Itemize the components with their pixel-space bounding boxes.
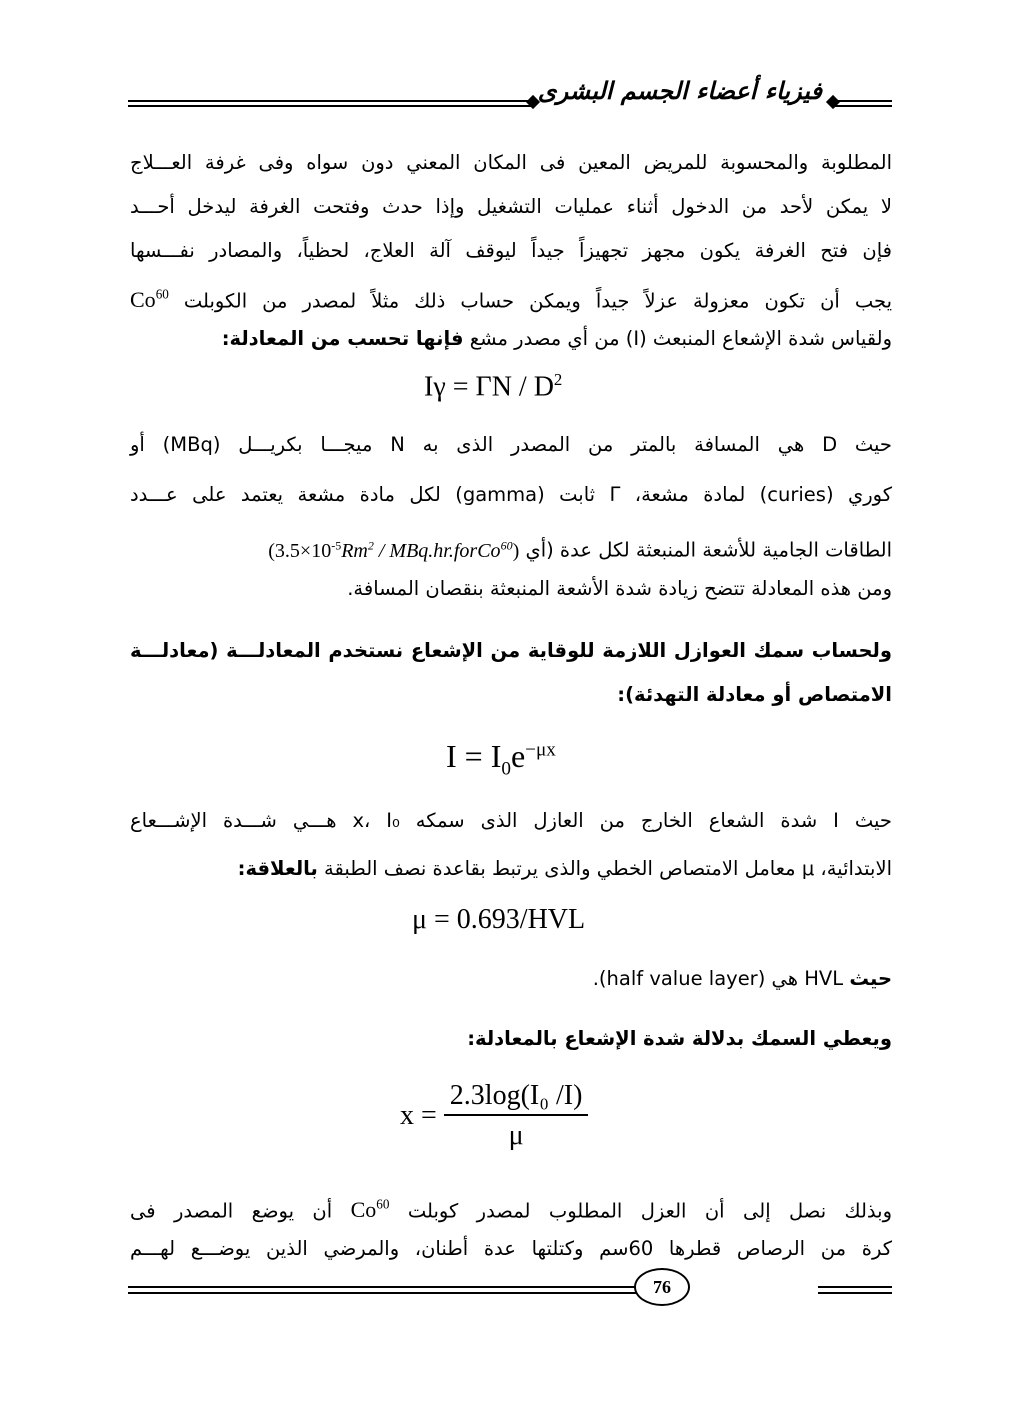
text-line: حيث D هي المسافة بالمتر من المصدر الذى به N ميجـــا بكريـــل (MBq) أو (130, 433, 892, 456)
text-line: ولحساب سمك العوازل اللازمة للوقاية من الإشعاع نستخدم المعادلـــة (معادلـــة (130, 639, 892, 662)
text-line: فإن فتح الغرفة يكون مجهز تجهيزاً جيداً ليوقف آلة العلاج، لحظياً، والمصادر نفـــسها (130, 239, 892, 262)
footer-rule-left-2 (128, 1292, 638, 1294)
cobalt-symbol: Co$^{60}$ (350, 1197, 390, 1223)
page-number: 76 (634, 1268, 690, 1306)
text-line (593, 966, 892, 992)
text-line: ويعطي السمك بدلالة شدة الإشعاع بالمعادلة: (467, 1027, 892, 1050)
text-line (238, 856, 892, 882)
header-rule-right (833, 100, 892, 102)
equation-mu: μ = 0.693/HVL (412, 904, 586, 935)
text-line (222, 326, 892, 352)
cobalt-symbol: Co$^{60}$ (130, 287, 169, 313)
footer-rule-right-2 (818, 1292, 892, 1294)
text-line (130, 1192, 892, 1224)
text-line (130, 282, 892, 314)
text-line: كوري (curies) لمادة مشعة، Γ ثابت (gamma) لكل مادة مشعة يعتمد على عـــدد (130, 483, 893, 506)
text-fragment: الابتدائية، μ معامل الامتصاص الخطي والذى يرتبط بقاعدة نصف الطبقة (324, 857, 892, 880)
text-fragment: الطاقات الجامية للأشعة المنبعثة لكل عدة (أي (525, 538, 892, 562)
header-rule-right-2 (833, 105, 892, 107)
text-line (268, 532, 892, 564)
text-line: لا يمكن لأحد من الدخول أثناء عمليات التشغيل وإذا حدث وفتحت الغرفة ليدخل أحـــد (130, 195, 892, 218)
text-fragment: وبذلك نصل إلى أن العزل المطلوب لمصدر كوبلت (407, 1199, 892, 1223)
bold-text: فإنها تحسب من المعادلة: (221, 327, 464, 350)
text-line: ومن هذه المعادلة تتضح زيادة شدة الأشعة المنبعثة بنقصان المسافة. (347, 577, 892, 600)
equation-intensity: $I\gamma = \Gamma N / D^2$ (424, 370, 563, 403)
text-line: المطلوبة والمحسوبة للمريض المعين فى المكان المعني دون سواه وفى غرفة العـــلاج (130, 151, 892, 174)
running-title: فيزياء أعضاء الجسم البشرى (537, 76, 822, 105)
text-fragment: ولقياس شدة الإشعاع المنبعث (I) من أي مصدر مشع (469, 327, 892, 350)
fraction: $\frac{\text{2.3log(I₀ /I)}}{\mu}$ (444, 1080, 589, 1152)
text-fragment: HVL هي (half value layer). (592, 967, 844, 990)
header-rule-left-2 (128, 105, 532, 107)
page-footer (128, 1266, 892, 1310)
equation-thickness: x = $\frac{\text{2.3log(I₀ /I)}}{\mu}$ (400, 1080, 588, 1152)
bold-text: بالعلاقة: (237, 857, 318, 880)
text-line: حيث I شدة الشعاع الخارج من العازل الذى سمكه x، I₀ هـــي شـــدة الإشـــعاع (130, 809, 892, 832)
bold-text: حيث (849, 967, 892, 990)
page-header (128, 74, 892, 120)
header-rule-left (128, 100, 532, 102)
footer-rule-left (128, 1286, 638, 1288)
text-fragment: أن يوضع المصدر فى (130, 1199, 333, 1223)
footer-rule-right (818, 1286, 892, 1288)
text-fragment: يجب أن تكون معزولة عزلاً جيداً ويمكن حساب ذلك مثلاً لمصدر من الكوبلت (183, 289, 892, 313)
text-line: كرة من الرصاص قطرها 60سم وكتلتها عدة أطنان، والمرضي الذين يوضـــع لهـــم (130, 1237, 892, 1260)
text-line: الامتصاص أو معادلة التهدئة): (617, 683, 892, 706)
equation-attenuation: $I = I_0e^{-\mu x}$ (446, 738, 556, 780)
gamma-constant-value: ($3.5\times 10^{-5}Rm^2$ / MBq.hr.forCo$^{60}$) (268, 538, 520, 562)
